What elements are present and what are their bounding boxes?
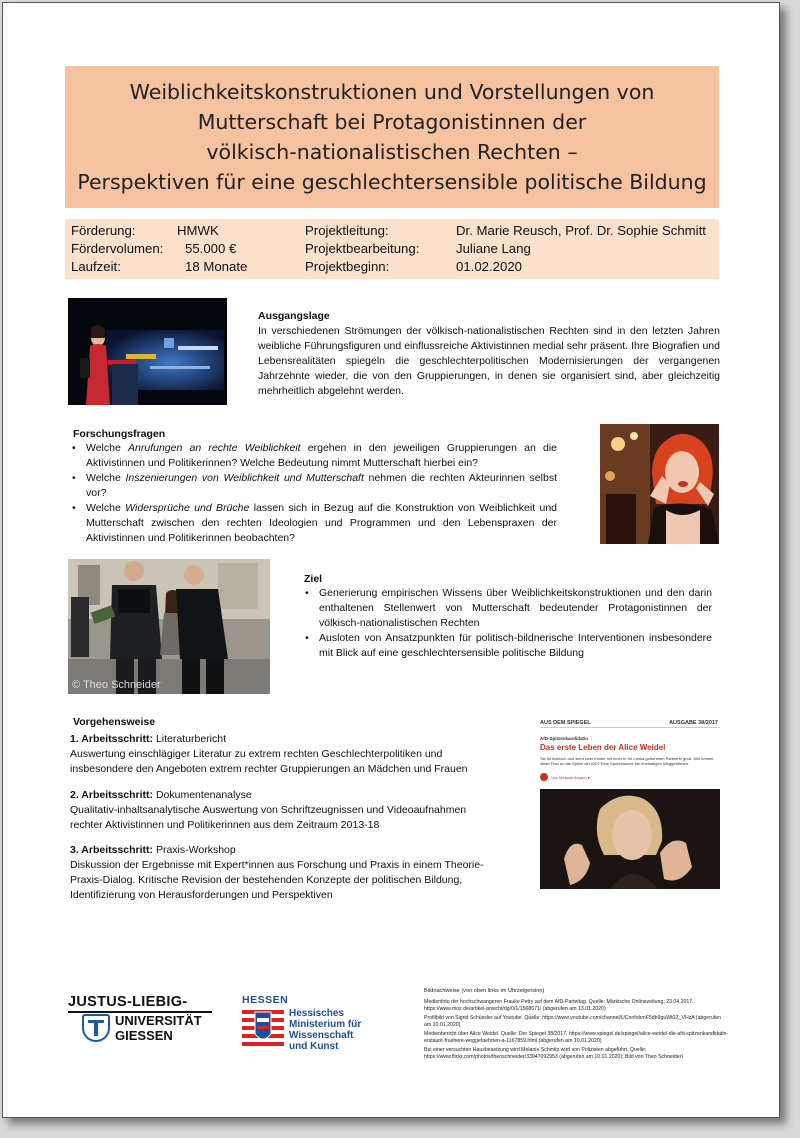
spiegel-clipping [540, 719, 720, 889]
spiegel-teaser: Sie ist lesbisch und zieht zwei Kinder mit einer in Sri Lanka geborenen Partnerin groß. Wie kommt diese Frau an die Spitze der AfD? Eine Spurensuche bei ehemaligen Weggefährten. [540, 756, 714, 766]
photo-credit: © Theo Schneider [72, 679, 161, 691]
question-text: Welche [86, 472, 126, 484]
hessen-label: HESSEN [242, 994, 289, 1006]
hmwk-logo [242, 994, 372, 1054]
forschungsfragen-heading: Forschungsfragen [73, 428, 166, 440]
ziel-heading: Ziel [304, 573, 323, 585]
photo-party-convention-art [68, 298, 227, 405]
question-emphasis: Inszenierungen von Weiblichkeit und Mutterschaft [125, 472, 364, 484]
jlu-shield-icon [82, 1014, 110, 1042]
foerdervolumen-value: 55.000 € [185, 241, 237, 256]
photo-police-scene-art [68, 559, 270, 694]
hmwk-line: Hessisches [289, 1008, 345, 1019]
spiegel-photo [540, 789, 720, 889]
projektbearbeitung-label: Projektbearbeitung: [305, 241, 420, 256]
step-label: 1. Arbeitsschritt: [70, 733, 154, 745]
question-item [70, 441, 557, 471]
poster-title [65, 66, 719, 208]
question-text: nehmen die rechten Akteurinnen selbst vor? [86, 472, 557, 499]
hmwk-line: und Kunst [289, 1041, 339, 1052]
projektleitung-label: Projektleitung: [305, 223, 389, 238]
title-line: völkisch-nationalistischen Rechten – [206, 140, 578, 164]
question-text: lassen sich in Bezug auf die Konstruktion von Weiblichkeit und Mutterschaft zwischen den rechten Ideologien und Programmen und den Lebenspraxen der Aktivistinnen und Politikerinnen beobachten? [86, 502, 558, 544]
forschungsfragen-list [70, 441, 557, 546]
ziel-item: • Ausloten von Ansatzpunkten für politisch-bildnerische Interventionen insbesondere mit Blick auf eine geschlechtersensible politische Bildung [303, 631, 712, 661]
bildnachweis-item: Profilbild von Sigrid Schüssler auf Youtube. Quelle: https://www.youtube.com/channel/UCnnfobmF5db9guWt0Z_VHzA (abgerufen am 10.01.2020) [424, 1015, 722, 1028]
question-text: Welche [86, 502, 126, 514]
title-line: Weiblichkeitskonstruktionen und Vorstellungen von [129, 80, 655, 104]
question-emphasis: Anrufungen an rechte Weiblichkeit [128, 442, 301, 454]
question-text: Welche [86, 442, 129, 454]
projektbearbeitung-value: Juliane Lang [456, 241, 531, 256]
step-label: 3. Arbeitsschritt: [70, 844, 154, 856]
bildnachweis-item: Medienbericht über Alice Weidel. Quelle: Der Spiegel 38/2017. https://www.spiegel.de/spiegel/alice-weidel-die-afd-spitzenkandidatin-erstaunt-fruehere-weggefaehrten-a-1167859.html (abgerufen am 10.01.2020) [424, 1031, 729, 1044]
bildnachweise [424, 988, 729, 1063]
foerderung-value: HMWK [177, 223, 219, 238]
question-item [70, 501, 557, 546]
question-item [70, 471, 557, 501]
spiegel-headline: Das erste Leben der Alice Weidel [540, 743, 666, 752]
spiegel-issue: AUSGABE 38/2017 [669, 720, 718, 726]
title-line: Mutterschaft bei Protagonistinnen der [197, 110, 587, 134]
ausgangslage-heading: Ausgangslage [258, 310, 330, 322]
foerderung-label: Förderung: [71, 223, 136, 238]
photo-red-hair-woman-art [600, 424, 719, 544]
spiegel-author: Von Melanie Amann ▾ [551, 775, 590, 780]
photo-party-convention [68, 298, 227, 405]
step-3 [70, 843, 485, 903]
step-text: Diskussion der Ergebnisse mit Expert*innen aus Forschung und Praxis in einem Theorie-Praxis-Dialog. Kritische Revision der bestehenden Konzepte der politischen Bildung, Identifizierung von Herausforderungen und Perspektiven [70, 859, 484, 901]
step-text: Qualitativ-inhaltsanalytische Auswertung von Schriftzeugnissen und Videoaufnahmen rechter Aktivistinnen und Politikerinnen aus dem Zeitraum 2013-18 [70, 804, 467, 831]
question-text: ergehen in den jeweiligen Gruppierungen an die Aktivistinnen und Politikerinnen? Welche Bedeutung nimmt Mutterschaft hierbei ein? [86, 442, 557, 469]
projektbeginn-label: Projektbeginn: [305, 259, 390, 274]
step-name: Praxis-Workshop [153, 844, 236, 856]
project-info-box [65, 219, 719, 279]
photo-red-hair-woman [600, 424, 719, 544]
photo-police-scene [68, 559, 270, 694]
title-line: Perspektiven für eine geschlechtersensible politische Bildung [77, 170, 707, 194]
hmwk-name [289, 1008, 361, 1052]
laufzeit-label: Laufzeit: [71, 259, 121, 274]
ziel-item: • Generierung empirischen Wissens über Weiblichkeitskonstruktionen und den darin enthaltenen Stellenwert von Mutterschaft bedeutender Protagonistinnen der völkisch-nationalistischen Rechten [303, 586, 712, 631]
hmwk-line: Ministerium für [289, 1019, 362, 1030]
ausgangslage-text: In verschiedenen Strömungen der völkisch-nationalistischen Rechten sind in den letzten Jahren weibliche Führungsfiguren und einflussreiche Aktivistinnen medial sehr präsent. Ihre Biografien und Lebensrealitäten spiegeln die geschlechterpolitischen Modernisierungen der vergangenen Jahrzehnte wieder, die von den Gruppierungen, in denen sie organisiert sind, aber gleichzeitig mehrheitlich abgelehnt werden. [258, 325, 720, 397]
spiegel-brand: AUS DEM SPIEGEL [540, 720, 591, 726]
bildnachweis-item: Bei einer versuchten Hausbesetzung wird Melanie Schmitz wird von Polizisten abgeführt. Quelle: https://www.flickr.com/photos/theoschneider/33947092953 (abgerufen am 10.01.2020); Bild von Theo Schneider) [424, 1047, 684, 1060]
bildnachweis-item: Medienfoto der hochschwangeren Frauke Petry auf dem AfD-Parteitag. Quelle: Märkische Onlinezeitung, 23.04.2017. https://www.moz.de/artikel-ansicht/dg/0/1/1568671/ (abgerufen am 13.01.2020) [424, 999, 694, 1012]
step-name: Literaturbericht [153, 733, 226, 745]
step-name: Dokumentenanalyse [153, 789, 252, 801]
step-label: 2. Arbeitsschritt: [70, 789, 154, 801]
ziel-list [303, 586, 712, 661]
hessen-crest-icon [242, 1008, 284, 1048]
question-emphasis: Widersprüche und Brüche [125, 502, 250, 514]
projektbeginn-value: 01.02.2020 [456, 259, 523, 274]
step-2 [70, 788, 500, 833]
step-text: Auswertung einschlägiger Literatur zu extrem rechten Geschlechterpolitiken und insbesondere den Angeboten extrem rechter Gruppierungen an Mädchen und Frauen [70, 748, 468, 775]
bildnachweise-heading: Bildnachweise (von oben links im Uhrzeigersinn) [424, 988, 545, 994]
spiegel-kicker: AfD-Spitzenkandidatin [540, 736, 588, 741]
jlu-line-3: GIESSEN [115, 1028, 173, 1043]
author-avatar [540, 773, 548, 781]
spiegel-header [540, 719, 720, 728]
projektleitung-value: Dr. Marie Reusch, Prof. Dr. Sophie Schmitt [456, 223, 706, 238]
jlu-line-2: UNIVERSITÄT [115, 1013, 202, 1028]
jlu-logo [68, 994, 213, 1054]
hmwk-line: Wissenschaft [289, 1030, 354, 1041]
jlu-line-1: JUSTUS-LIEBIG- [68, 994, 188, 1010]
laufzeit-value: 18 Monate [185, 259, 248, 274]
step-1 [70, 732, 500, 777]
vorgehensweise-heading: Vorgehensweise [73, 716, 156, 728]
foerdervolumen-label: Fördervolumen: [71, 241, 164, 256]
